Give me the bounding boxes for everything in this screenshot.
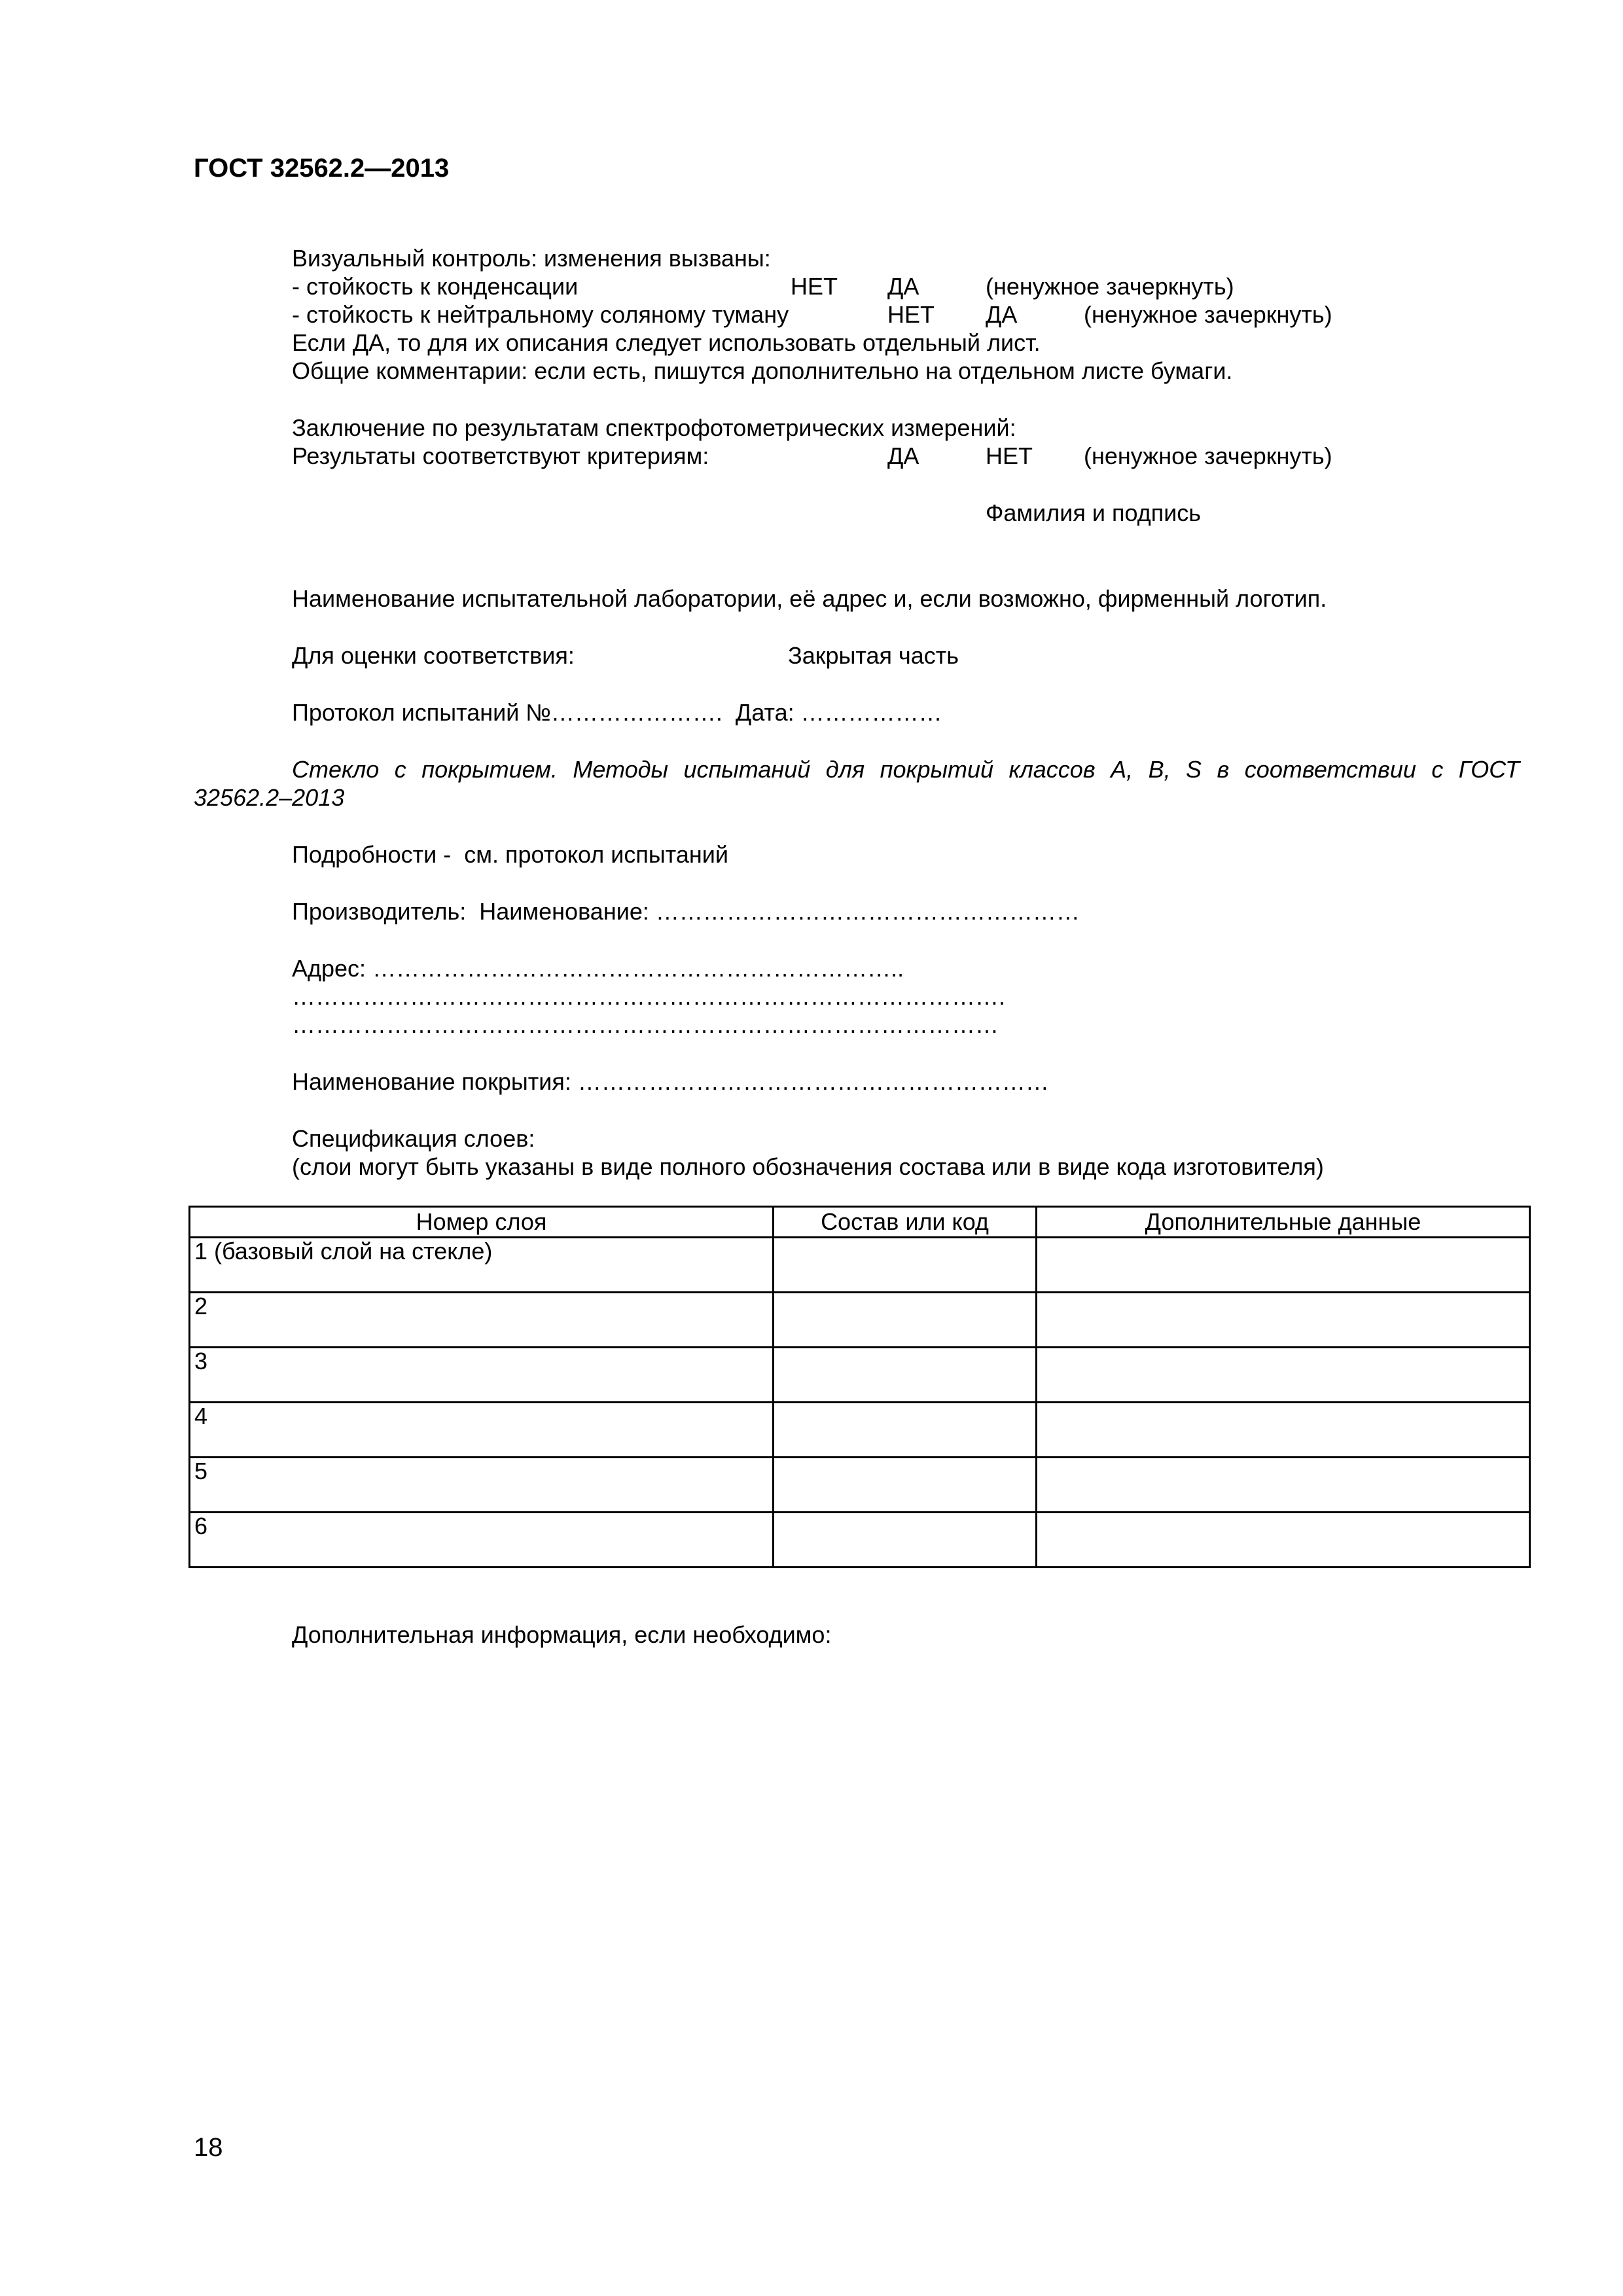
document-code-header: ГОСТ 32562.2—2013 — [194, 154, 450, 183]
address-line1: Адрес: ………………………………………………………….. — [292, 955, 904, 982]
table-header-row — [190, 1207, 1530, 1238]
lab-name-line: Наименование испытательной лаборатории, её адрес и, если возможно, фирменный логотип. — [292, 585, 1327, 612]
manufacturer-line: Производитель: Наименование: ……………………………………………… — [292, 898, 1080, 925]
header-additional-data: Дополнительные данные — [1037, 1207, 1530, 1238]
layers-spec-title: Спецификация слоев: — [292, 1125, 535, 1152]
if-yes-instruction: Если ДА, то для их описания следует использовать отдельный лист. — [292, 329, 1041, 356]
layer-number-cell: 5 — [190, 1458, 774, 1513]
address-line2: ………………………………………………………………………………. — [292, 983, 1006, 1010]
condensation-label: - стойкость к конденсации — [292, 273, 579, 300]
salt-fog-option-no: НЕТ — [887, 301, 935, 328]
condensation-option-no: НЕТ — [791, 273, 838, 300]
layer-number-cell: 6 — [190, 1513, 774, 1568]
title-block-line2: 32562.2–2013 — [194, 784, 345, 811]
composition-cell — [774, 1513, 1037, 1568]
additional-info-line: Дополнительная информация, если необходимо: — [292, 1621, 832, 1648]
salt-fog-option-yes: ДА — [986, 301, 1018, 328]
coating-name-line: Наименование покрытия: …………………………………………………… — [292, 1068, 1049, 1095]
layers-table — [188, 1206, 1531, 1568]
layer-number-cell: 1 (базовый слой на стекле) — [190, 1238, 774, 1293]
composition-cell — [774, 1458, 1037, 1513]
table-row — [190, 1348, 1530, 1403]
salt-fog-label: - стойкость к нейтральному соляному туману — [292, 301, 789, 328]
page-number: 18 — [194, 2133, 223, 2162]
table-row — [190, 1238, 1530, 1293]
table-row — [190, 1403, 1530, 1458]
conformity-value: Закрытая часть — [788, 642, 959, 669]
general-comments: Общие комментарии: если есть, пишутся дополнительно на отдельном листе бумаги. — [292, 357, 1233, 384]
composition-cell — [774, 1403, 1037, 1458]
table-row — [190, 1513, 1530, 1568]
composition-cell — [774, 1348, 1037, 1403]
additional-data-cell — [1037, 1348, 1530, 1403]
layer-number-cell: 2 — [190, 1293, 774, 1348]
visual-control-title: Визуальный контроль: изменения вызваны: — [292, 245, 771, 272]
table-row — [190, 1458, 1530, 1513]
protocol-line: Протокол испытаний №…………………. Дата: ……………… — [292, 699, 942, 726]
address-line3: ……………………………………………………………………………… — [292, 1011, 999, 1038]
additional-data-cell — [1037, 1458, 1530, 1513]
conformity-label: Для оценки соответствия: — [292, 642, 575, 669]
layers-spec-subtitle: (слои могут быть указаны в виде полного обозначения состава или в виде кода изготовителя) — [292, 1153, 1324, 1180]
details-line: Подробности - см. протокол испытаний — [292, 841, 728, 868]
additional-data-cell — [1037, 1238, 1530, 1293]
conclusion-label: Результаты соответствуют критериям: — [292, 442, 709, 469]
additional-data-cell — [1037, 1403, 1530, 1458]
salt-fog-note: (ненужное зачеркнуть) — [1084, 301, 1332, 328]
layer-number-cell: 4 — [190, 1403, 774, 1458]
condensation-option-yes: ДА — [887, 273, 919, 300]
header-layer-number: Номер слоя — [190, 1207, 774, 1238]
additional-data-cell — [1037, 1293, 1530, 1348]
layer-number-cell: 3 — [190, 1348, 774, 1403]
conclusion-title: Заключение по результатам спектрофотометрических измерений: — [292, 414, 1016, 441]
additional-data-cell — [1037, 1513, 1530, 1568]
table-row — [190, 1293, 1530, 1348]
condensation-note: (ненужное зачеркнуть) — [986, 273, 1234, 300]
conclusion-note: (ненужное зачеркнуть) — [1084, 442, 1332, 469]
header-composition: Состав или код — [774, 1207, 1037, 1238]
composition-cell — [774, 1293, 1037, 1348]
conclusion-option-yes: ДА — [887, 442, 919, 469]
signature-label: Фамилия и подпись — [986, 499, 1202, 526]
title-block-line1: Стекло с покрытием. Методы испытаний для покрытий классов A, B, S в соответствии с ГОСТ — [292, 756, 1520, 783]
composition-cell — [774, 1238, 1037, 1293]
conclusion-option-no: НЕТ — [986, 442, 1033, 469]
